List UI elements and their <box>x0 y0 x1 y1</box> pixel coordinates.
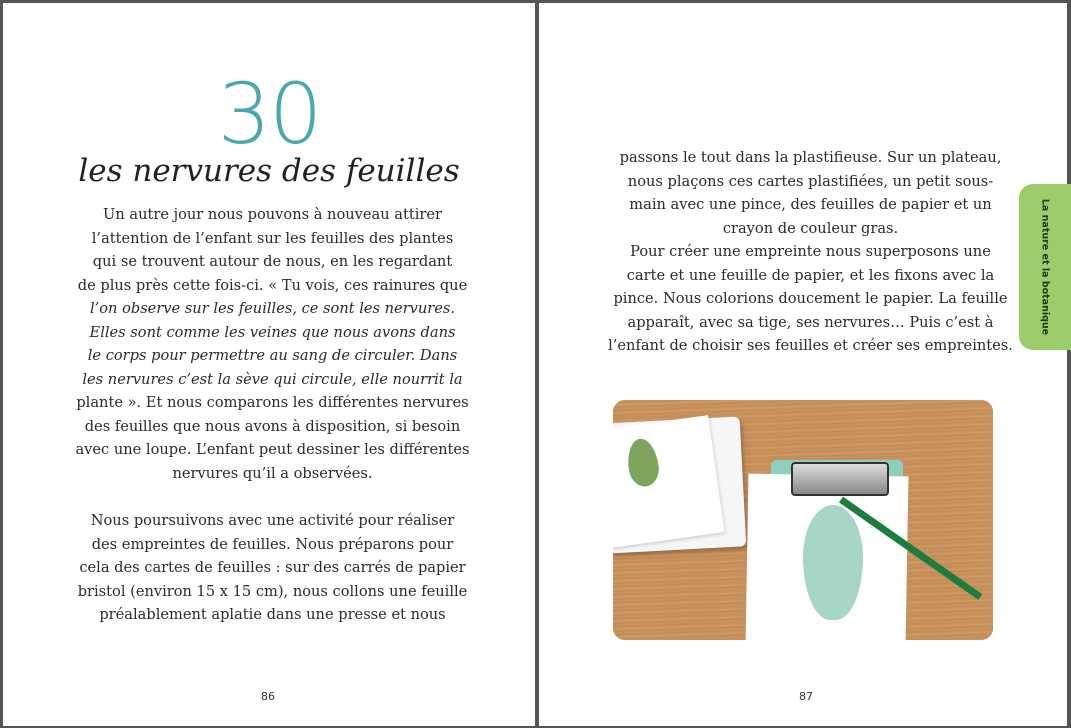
text-line: avec une loupe. L’enfant peut dessiner les différentes <box>75 441 470 458</box>
text-line: le corps pour permettre au sang de circuler. Dans <box>87 347 458 364</box>
text-line: qui se trouvent autour de nous, en les regardant <box>92 253 453 270</box>
chapter-title: les nervures des feuilles <box>78 153 460 189</box>
paragraph-2 <box>75 509 470 627</box>
text-line: des empreintes de feuilles. Nous préparons pour <box>91 535 454 553</box>
text-line: carte et une feuille de papier, et les fixons avec la <box>626 266 995 284</box>
chapter-number: 30 <box>217 65 321 163</box>
leaf-rubbing <box>803 505 863 620</box>
section-tab <box>1019 184 1071 350</box>
leaf-card <box>613 415 724 548</box>
text-line: préalablement aplatie dans une presse et nous <box>99 606 446 623</box>
paragraph-1 <box>75 203 470 485</box>
text-line: l’attention de l’enfant sur les feuilles des plantes <box>91 229 454 247</box>
left-page <box>3 3 535 726</box>
text-line: Pour créer une empreinte nous superposons une <box>630 243 991 260</box>
page-number-left: 86 <box>261 690 275 703</box>
leaf-cards <box>613 416 746 553</box>
text-line: main avec une pince, des feuilles de papier et un <box>629 196 992 213</box>
text-line: Un autre jour nous pouvons à nouveau attirer <box>103 206 442 223</box>
text-line: de plus près cette fois-ci. « Tu vois, ces rainures que <box>77 276 468 294</box>
text-line: l’enfant de choisir ses feuilles et créer ses empreintes. <box>608 337 1013 354</box>
text-line: passons le tout dans la plastifieuse. Sur un plateau, <box>619 149 1002 166</box>
text-line: bristol (environ 15 x 15 cm), nous collons une feuille <box>77 582 468 600</box>
text-line: nous plaçons ces cartes plastifiées, un petit sous- <box>627 172 994 190</box>
page-number-right: 87 <box>799 690 813 703</box>
text-line: pince. Nous colorions doucement le papier. La feuille <box>613 290 1008 307</box>
text-line: l’on observe sur les feuilles, ce sont les nervures. <box>89 300 456 317</box>
clipboard-clip <box>791 462 889 496</box>
text-line: crayon de couleur gras. <box>722 219 899 237</box>
text-line: apparaît, avec sa tige, ses nervures… Puis c’est à <box>627 313 994 331</box>
text-line: cela des cartes de feuilles : sur des carrés de papier <box>79 559 466 576</box>
text-line: Nous poursuivons avec une activité pour réaliser <box>90 512 455 529</box>
text-line: plante ». Et nous comparons les différentes nervures <box>76 394 469 411</box>
section-tab-label: La nature et la botanique <box>1039 198 1051 336</box>
paragraph-3 <box>603 146 1018 358</box>
text-line: Elles sont comme les veines que nous avons dans <box>89 323 456 341</box>
text-line: nervures qu’il a observées. <box>172 464 373 482</box>
leaf-icon <box>625 437 661 489</box>
activity-photo <box>613 400 993 640</box>
text-line: des feuilles que nous avons à disposition, si besoin <box>84 417 461 435</box>
text-line: les nervures c’est la sève qui circule, elle nourrit la <box>82 370 463 388</box>
